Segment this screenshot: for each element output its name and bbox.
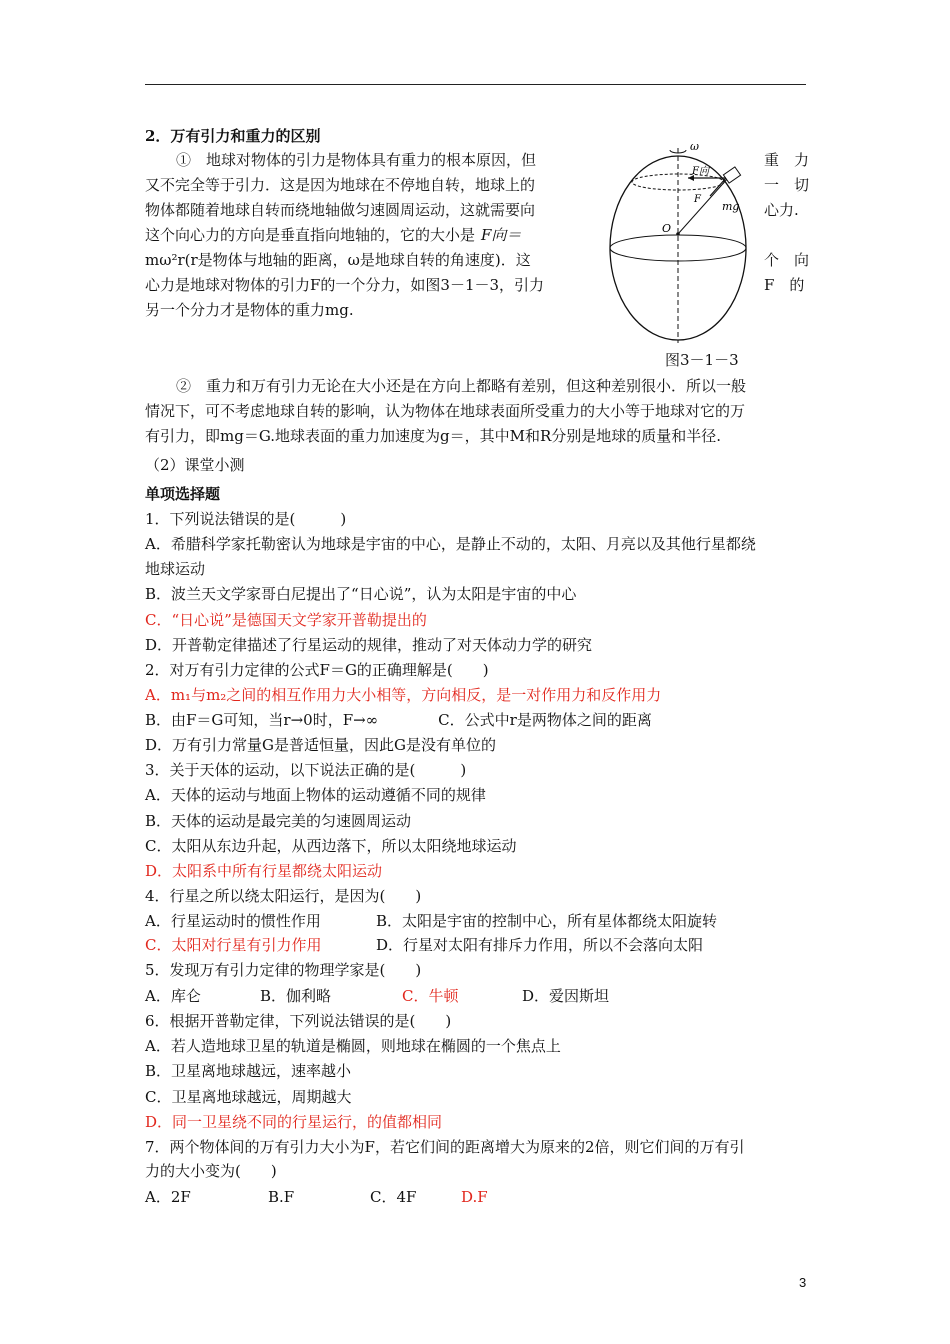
figure-caption: 图3－1－3 xyxy=(665,351,739,369)
quiz-line: A．希腊科学家托勒密认为地球是宇宙的中心，是静止不动的，太阳、月亮以及其他行星都绕 xyxy=(145,535,756,553)
q5-option-d: D．爱因斯坦 xyxy=(522,987,610,1005)
q7-option-a: A．2F xyxy=(145,1188,191,1206)
q4-option-d: D．行星对太阳有排斥力作用，所以不会落向太阳 xyxy=(376,936,704,954)
header-rule xyxy=(145,84,806,85)
quiz-line: A．天体的运动与地面上物体的运动遵循不同的规律 xyxy=(145,786,486,804)
para2-line-3: 有引力，即mg＝G.地球表面的重力加速度为g＝，其中M和R分别是地球的质量和半径. xyxy=(145,427,722,445)
q5-option-a: A．库仑 xyxy=(145,987,201,1005)
quiz-line: C．太阳从东边升起，从西边落下，所以太阳绕地球运动 xyxy=(145,837,517,855)
q6-line: D．同一卫星绕不同的行星运行，的值都相同 xyxy=(145,1113,443,1131)
earth-gravity-diagram xyxy=(608,138,758,348)
quiz-line: C．“日心说”是德国天文学家开普勒提出的 xyxy=(145,611,427,629)
quiz-type-heading: 单项选择题 xyxy=(145,485,221,503)
q6-line: B．卫星离地球越远，速率越小 xyxy=(145,1062,352,1080)
gravity-arrow xyxy=(710,178,726,196)
page-number: 3 xyxy=(799,1275,807,1290)
quiz-line: B．由F＝G可知，当r→0时，F→∞ C．公式中r是两物体之间的距离 xyxy=(145,711,652,729)
q6-line: 6．根据开普勒定律，下列说法错误的是( ) xyxy=(145,1012,452,1030)
omega-label: ω xyxy=(690,140,699,153)
q4-option-c: C．太阳对行星有引力作用 xyxy=(145,936,322,954)
q4-option-a: A．行星运动时的惯性作用 xyxy=(145,912,321,930)
q7-stem-2: 力的大小变为( ) xyxy=(145,1162,277,1180)
section-title: 2．万有引力和重力的区别 xyxy=(145,127,321,145)
quiz-heading: （2）课堂小测 xyxy=(145,456,245,474)
q7-option-d: D.F xyxy=(461,1188,488,1206)
quiz-line: D．万有引力常量G是普适恒量，因此G是没有单位的 xyxy=(145,736,496,754)
quiz-line: 3．关于天体的运动，以下说法正确的是( ) xyxy=(145,761,467,779)
para2-line-2: 情况下，可不考虑地球自转的影响，认为物体在地球表面所受重力的大小等于地球对它的万 xyxy=(145,402,746,420)
q6-line: A．若人造地球卫星的轨道是椭圆，则地球在椭圆的一个焦点上 xyxy=(145,1037,561,1055)
para1-line-3: 物体都随着地球自转而绕地轴做匀速圆周运动，这就需要向 xyxy=(145,201,536,219)
right-fragment-1: 重 力 xyxy=(764,151,810,169)
para1-line-1: ① 地球对物体的引力是物体具有重力的根本原因，但 xyxy=(176,151,537,169)
mg-label: mg xyxy=(722,200,740,213)
q7-option-c: C．4F xyxy=(370,1188,417,1206)
right-fragment-4: 个 向 xyxy=(764,251,810,269)
para1-line-2: 又不完全等于引力．这是因为地球在不停地自转，地球上的 xyxy=(145,176,536,194)
para1-line-4 xyxy=(145,225,521,245)
q6-line: C．卫星离地球越远，周期越大 xyxy=(145,1088,352,1106)
right-fragment-3: 心力. xyxy=(764,201,799,219)
quiz-line: B．波兰天文学家哥白尼提出了“日心说”，认为太阳是宇宙的中心 xyxy=(145,585,577,603)
q5-option-b: B．伽利略 xyxy=(260,987,332,1005)
right-fragment-5: F 的 xyxy=(764,276,805,294)
q4-option-b: B．太阳是宇宙的控制中心，所有星体都绕太阳旋转 xyxy=(376,912,718,930)
f-direction-label: F向＝ xyxy=(481,226,522,244)
quiz-line: 地球运动 xyxy=(145,560,206,578)
center-point xyxy=(676,232,680,236)
quiz-line: B．天体的运动是最完美的匀速圆周运动 xyxy=(145,812,412,830)
quiz-line: 4．行星之所以绕太阳运行，是因为( ) xyxy=(145,887,422,905)
para2-line-1: ② 重力和万有引力无论在大小还是在方向上都略有差别，但这种差别很小．所以一般 xyxy=(176,377,747,395)
quiz-line: D．太阳系中所有行星都绕太阳运动 xyxy=(145,862,383,880)
quiz-line: D．开普勒定律描述了行星运动的规律，推动了对天体动力学的研究 xyxy=(145,636,593,654)
quiz-line: 1．下列说法错误的是( ) xyxy=(145,510,347,528)
q7-stem-1: 7．两个物体间的万有引力大小为F，若它们间的距离增大为原来的2倍，则它们间的万有引 xyxy=(145,1138,745,1156)
para1-line-5: mω²r(r是物体与地轴的距离，ω是地球自转的角速度)．这 xyxy=(145,251,531,269)
q5-stem: 5．发现万有引力定律的物理学家是( ) xyxy=(145,961,422,979)
para1-line-7: 另一个分力才是物体的重力mg. xyxy=(145,301,354,319)
q7-option-b: B.F xyxy=(268,1188,295,1206)
quiz-line: 2．对万有引力定律的公式F＝G的正确理解是( ) xyxy=(145,661,489,679)
f-dir-label: F向 xyxy=(692,166,709,177)
right-fragment-2: 一 切 xyxy=(764,176,810,194)
radius-line xyxy=(678,178,728,234)
para1-line-4-text: 这个向心力的方向是垂直指向地轴的，它的大小是 xyxy=(145,226,476,244)
f-label: F xyxy=(694,194,701,205)
o-label: O xyxy=(662,222,672,235)
quiz-line: A．m₁与m₂之间的相互作用力大小相等，方向相反，是一对作用力和反作用力 xyxy=(145,686,662,704)
q5-option-c: C．牛顿 xyxy=(402,987,459,1005)
para1-line-6: 心力是地球对物体的引力F的一个分力，如图3－1－3，引力 xyxy=(145,276,545,294)
